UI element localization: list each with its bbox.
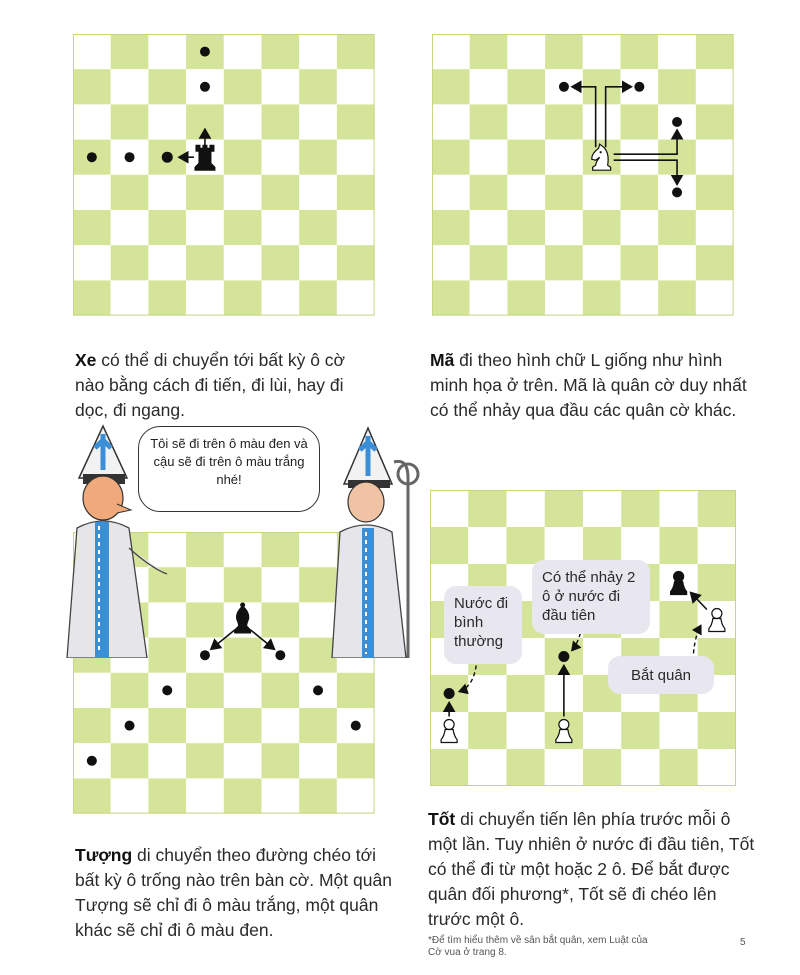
capture-bubble: Bắt quân: [608, 656, 714, 694]
board-square: [299, 175, 337, 210]
board-square: [658, 210, 696, 245]
board-square: [337, 743, 375, 778]
board-square: [262, 210, 300, 245]
board-square: [658, 245, 696, 280]
board-square: [186, 175, 224, 210]
board-square: [111, 104, 149, 139]
board-square: [262, 245, 300, 280]
board-square: [111, 673, 149, 708]
board-square: [507, 69, 545, 104]
board-square: [583, 34, 621, 69]
board-square: [696, 104, 734, 139]
board-square: [111, 34, 149, 69]
bishop-speech-bubble: Tôi sẽ đi trên ô màu đen và cậu sẽ đi trên ô màu trắng nhé!: [138, 426, 320, 512]
board-square: [507, 34, 545, 69]
board-square: [696, 140, 734, 175]
board-square: [432, 210, 470, 245]
board-square: [148, 708, 186, 743]
board-square: [583, 245, 621, 280]
board-square: [186, 567, 224, 602]
board-square: [470, 245, 508, 280]
board-square: [111, 778, 149, 813]
board-square: [73, 778, 111, 813]
board-square: [73, 175, 111, 210]
board-square: [262, 708, 300, 743]
board-square: [73, 280, 111, 315]
board-square: [299, 778, 337, 813]
board-square: [621, 175, 659, 210]
board-square: [430, 527, 468, 564]
move-target-dot: [444, 688, 455, 699]
board-square: [430, 749, 468, 786]
board-square: [545, 140, 583, 175]
board-square: [621, 527, 659, 564]
board-square: [224, 567, 262, 602]
board-square: [299, 210, 337, 245]
board-square: [432, 280, 470, 315]
board-square: [583, 749, 621, 786]
board-square: [148, 245, 186, 280]
board-square: [545, 104, 583, 139]
board-square: [583, 104, 621, 139]
knight-label: Mã: [430, 350, 455, 370]
board-square: [468, 490, 506, 527]
board-square: [470, 34, 508, 69]
board-square: [507, 245, 545, 280]
board-square: [148, 210, 186, 245]
rook-board-grid: [73, 34, 375, 316]
page-number: 5: [740, 937, 746, 948]
bishop-figure-left: [55, 418, 185, 658]
board-square: [507, 175, 545, 210]
board-square: [337, 673, 375, 708]
board-square: [507, 210, 545, 245]
board-square: [696, 280, 734, 315]
board-square: [621, 140, 659, 175]
move-target-dot: [125, 152, 135, 162]
board-square: [507, 490, 545, 527]
board-square: [507, 675, 545, 712]
board-square: [507, 140, 545, 175]
rook-board: [73, 34, 375, 316]
move-target-dot: [672, 187, 682, 197]
board-square: [262, 602, 300, 637]
board-square: [186, 210, 224, 245]
board-square: [262, 743, 300, 778]
board-square: [186, 280, 224, 315]
board-square: [470, 280, 508, 315]
move-target-dot: [351, 721, 361, 731]
board-square: [621, 280, 659, 315]
rook-caption: [75, 348, 375, 423]
board-square: [545, 527, 583, 564]
board-square: [186, 532, 224, 567]
knight-board: [432, 34, 734, 316]
board-square: [262, 778, 300, 813]
board-square: [545, 175, 583, 210]
board-square: [224, 245, 262, 280]
board-square: [507, 280, 545, 315]
board-square: [468, 675, 506, 712]
board-square: [148, 280, 186, 315]
board-square: [468, 749, 506, 786]
board-square: [224, 708, 262, 743]
board-square: [337, 140, 375, 175]
board-square: [470, 104, 508, 139]
board-square: [545, 245, 583, 280]
move-target-dot: [200, 47, 210, 57]
rook-description: có thể di chuyển tới bất kỳ ô cờ nào bằng cách đi tiến, đi lùi, hay đi dọc, đi ngang.: [75, 350, 346, 420]
board-square: [224, 778, 262, 813]
board-square: [658, 280, 696, 315]
board-square: [658, 69, 696, 104]
bishop-figure-right: [322, 418, 432, 658]
board-square: [111, 210, 149, 245]
board-square: [73, 673, 111, 708]
knight-board-grid: [432, 34, 734, 316]
move-target-dot: [672, 117, 682, 127]
board-square: [430, 490, 468, 527]
board-square: [148, 104, 186, 139]
board-square: [583, 712, 621, 749]
board-square: [224, 210, 262, 245]
board-square: [698, 490, 736, 527]
board-square: [698, 749, 736, 786]
board-square: [224, 140, 262, 175]
board-square: [262, 69, 300, 104]
board-square: [468, 712, 506, 749]
board-square: [262, 140, 300, 175]
board-square: [73, 210, 111, 245]
move-target-dot: [87, 756, 97, 766]
board-square: [224, 673, 262, 708]
rook-label: Xe: [75, 350, 97, 370]
board-square: [660, 712, 698, 749]
board-square: [545, 490, 583, 527]
board-square: [224, 280, 262, 315]
board-square: [696, 245, 734, 280]
board-square: [337, 245, 375, 280]
board-square: [660, 749, 698, 786]
board-square: [337, 778, 375, 813]
pawn-label: Tốt: [428, 809, 456, 829]
board-square: [621, 34, 659, 69]
board-square: [583, 280, 621, 315]
move-target-dot: [162, 685, 172, 695]
board-square: [583, 527, 621, 564]
board-square: [299, 34, 337, 69]
board-square: [148, 175, 186, 210]
knight-description: đi theo hình chữ L giống như hình minh họa ở trên. Mã là quân cờ duy nhất có thể nhảy qua đầu các quân cờ khác.: [430, 350, 747, 420]
board-square: [621, 749, 659, 786]
footnote: *Để tìm hiểu thêm về sân bắt quân, xem Luật của Cờ vua ở trang 8.: [428, 935, 648, 958]
board-square: [299, 140, 337, 175]
board-square: [621, 104, 659, 139]
board-square: [337, 69, 375, 104]
board-square: [660, 601, 698, 638]
board-square: [432, 69, 470, 104]
board-square: [545, 749, 583, 786]
board-square: [337, 34, 375, 69]
move-target-dot: [200, 82, 210, 92]
board-square: [73, 34, 111, 69]
board-square: [224, 34, 262, 69]
board-square: [111, 280, 149, 315]
board-square: [658, 34, 696, 69]
board-square: [337, 175, 375, 210]
board-square: [470, 69, 508, 104]
board-square: [432, 104, 470, 139]
board-square: [148, 69, 186, 104]
board-square: [337, 280, 375, 315]
board-square: [660, 527, 698, 564]
move-target-dot: [558, 651, 569, 662]
board-square: [262, 280, 300, 315]
board-square: [696, 210, 734, 245]
board-square: [470, 175, 508, 210]
board-square: [507, 104, 545, 139]
move-target-dot: [162, 152, 173, 163]
board-square: [432, 140, 470, 175]
board-square: [660, 490, 698, 527]
move-target-dot: [87, 152, 97, 162]
board-square: [545, 280, 583, 315]
move-target-dot: [634, 82, 644, 92]
board-square: [262, 673, 300, 708]
board-square: [696, 175, 734, 210]
board-square: [507, 527, 545, 564]
board-square: [186, 245, 224, 280]
move-target-dot: [125, 721, 135, 731]
board-square: [299, 743, 337, 778]
board-square: [186, 602, 224, 637]
board-square: [583, 490, 621, 527]
board-square: [224, 638, 262, 673]
board-square: [698, 564, 736, 601]
board-square: [545, 34, 583, 69]
board-square: [148, 743, 186, 778]
move-target-dot: [559, 82, 569, 92]
board-square: [583, 210, 621, 245]
board-square: [299, 280, 337, 315]
board-square: [337, 104, 375, 139]
board-square: [186, 778, 224, 813]
board-square: [224, 69, 262, 104]
board-square: [299, 69, 337, 104]
board-square: [337, 210, 375, 245]
board-square: [299, 245, 337, 280]
knight-caption: [430, 348, 760, 423]
bishop-description: di chuyển theo đường chéo tới bất kỳ ô trống nào trên bàn cờ. Một quân Tượng sẽ chỉ đi ô màu trắng, một quân khác sẽ chỉ đi ô màu đen.: [75, 845, 392, 940]
board-square: [111, 743, 149, 778]
board-square: [468, 527, 506, 564]
board-square: [470, 210, 508, 245]
board-square: [224, 104, 262, 139]
board-square: [262, 104, 300, 139]
board-square: [432, 245, 470, 280]
bishop-label: Tượng: [75, 845, 133, 865]
board-square: [262, 175, 300, 210]
board-square: [621, 490, 659, 527]
board-square: [696, 34, 734, 69]
board-square: [621, 712, 659, 749]
board-square: [148, 34, 186, 69]
board-square: [186, 743, 224, 778]
board-square: [73, 69, 111, 104]
board-square: [432, 34, 470, 69]
board-square: [73, 245, 111, 280]
board-square: [73, 708, 111, 743]
board-square: [698, 527, 736, 564]
board-square: [224, 743, 262, 778]
board-square: [73, 104, 111, 139]
board-square: [186, 673, 224, 708]
board-square: [111, 245, 149, 280]
board-square: [507, 749, 545, 786]
board-square: [148, 778, 186, 813]
board-square: [470, 140, 508, 175]
board-square: [698, 712, 736, 749]
move-target-dot: [275, 650, 285, 660]
board-square: [186, 708, 224, 743]
board-square: [299, 104, 337, 139]
bishop-caption: [75, 843, 395, 943]
board-square: [583, 175, 621, 210]
board-square: [111, 69, 149, 104]
board-square: [545, 210, 583, 245]
move-target-dot: [313, 685, 323, 695]
pawn-description: di chuyển tiến lên phía trước mỗi ô một lần. Tuy nhiên ở nước đi đầu tiên, Tốt có thể đi từ một hoặc 2 ô. Để bắt được quân đối phương*, Tốt sẽ đi chéo lên trước một ô.: [428, 809, 755, 929]
normal-move-bubble: Nước đi bình thường: [444, 586, 522, 664]
board-square: [621, 210, 659, 245]
board-square: [224, 175, 262, 210]
board-square: [262, 567, 300, 602]
move-target-dot: [200, 650, 210, 660]
board-square: [224, 532, 262, 567]
board-square: [262, 532, 300, 567]
pawn-caption: [428, 807, 763, 932]
first-move-bubble: Có thể nhảy 2 ô ở nước đi đầu tiên: [532, 560, 650, 634]
board-square: [299, 708, 337, 743]
board-square: [621, 245, 659, 280]
board-square: [432, 175, 470, 210]
board-square: [111, 175, 149, 210]
board-square: [696, 69, 734, 104]
board-square: [507, 712, 545, 749]
board-square: [262, 34, 300, 69]
